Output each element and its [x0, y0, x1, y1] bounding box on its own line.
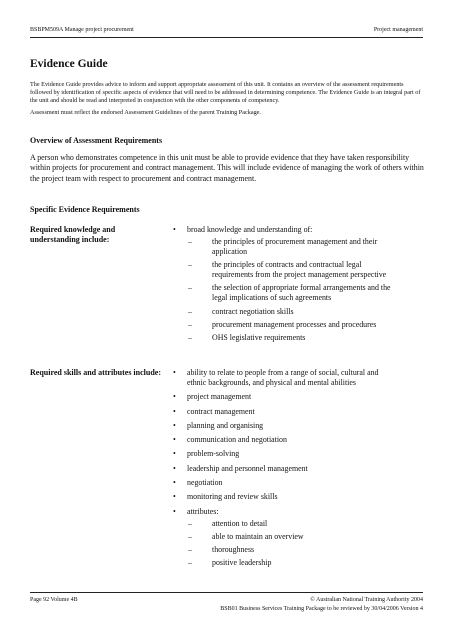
list-item-text: communication and negotiation [187, 435, 287, 445]
bullet-icon: • [173, 492, 176, 502]
dash-icon: – [188, 306, 192, 316]
sub-list-item-text: OHS legislative requirements [212, 332, 306, 342]
sub-list-item-text: thoroughness [212, 545, 255, 555]
list-item-text: problem-solving [187, 449, 240, 459]
sub-list [187, 519, 398, 569]
dash-icon: – [188, 237, 192, 246]
sub-list-item-text: positive leadership [212, 558, 272, 568]
bullet-icon: • [173, 506, 176, 516]
knowledge-list [173, 225, 398, 347]
sub-list-item [187, 260, 398, 280]
list-item-text: planning and organising [187, 420, 264, 430]
sub-list-item-text: the selection of appropriate formal arrangements and the legal implications of such agreements [212, 283, 391, 303]
sub-list-item [187, 320, 398, 330]
bullet-icon: • [173, 478, 176, 488]
sub-list-item [187, 545, 398, 555]
footer-page-number: Page 92 Volume 4B [30, 597, 78, 603]
dash-icon: – [188, 283, 192, 293]
list-item-text: negotiation [187, 478, 223, 488]
list-item-text: monitoring and review skills [187, 492, 278, 502]
sub-list-item [187, 237, 398, 257]
sub-list [187, 237, 398, 343]
dash-icon: – [188, 531, 192, 541]
list-item [173, 421, 398, 431]
knowledge-label: Required knowledge and understanding include: [30, 225, 116, 245]
list-item [173, 225, 398, 343]
specific-evidence-heading: Specific Evidence Requirements [30, 205, 140, 214]
dash-icon: – [188, 260, 192, 270]
sub-list-item [187, 532, 398, 542]
sub-list-item [187, 333, 398, 343]
list-item-text: contract management [187, 406, 255, 416]
list-item [173, 464, 398, 474]
sub-list-item-text: procurement management processes and procedures [212, 319, 377, 329]
list-item [173, 392, 398, 402]
page-title: Evidence Guide [30, 58, 108, 70]
overview-body: A person who demonstrates competence in this unit must be able to provide evidence that they have taken responsibility within projects for procurement and contract management. This will include evidence of managing the work of others within the project team with respect to procurement and contract management. [30, 153, 424, 183]
sub-list-item [187, 283, 398, 303]
skills-label: Required skills and attributes include: [30, 368, 161, 377]
intro-text [30, 81, 426, 120]
list-item [173, 435, 398, 445]
dash-icon: – [188, 332, 192, 342]
list-item [173, 478, 398, 488]
list-item-text: broad knowledge and understanding of: [187, 225, 313, 234]
header-rule [30, 37, 423, 38]
dash-icon: – [188, 545, 192, 555]
sub-list-item [187, 558, 398, 568]
footer-copyright: © Australian National Training Authority 2004 [310, 597, 423, 603]
footer-rule [30, 592, 423, 593]
sub-list-item-text: the principles of procurement management and their application [212, 237, 378, 256]
intro-paragraph: The Evidence Guide provides advice to inform and support appropriate assessment of this unit. It contains an overview of the assessment requirements followed by identification of specific aspects of evidence that will need to be addressed in determining competence. The Evidence Guide is an integral part of the unit and should be read and interpreted in conjunction with the other components of competency. [30, 81, 421, 105]
header-unit-code: BSBPM509A Manage project procurement [30, 27, 134, 33]
sub-list-item-text: the principles of contracts and contractual legal requirements from the project management perspective [212, 260, 387, 280]
page-header [30, 27, 423, 37]
list-item-text: leadership and personnel management [187, 463, 308, 473]
bullet-icon: • [173, 435, 176, 445]
bullet-icon: • [173, 449, 176, 459]
list-item-text: attributes: [187, 506, 219, 516]
overview-heading: Overview of Assessment Requirements [30, 136, 163, 145]
sub-list-item-text: able to maintain an overview [212, 531, 304, 541]
dash-icon: – [188, 319, 192, 329]
bullet-icon: • [173, 463, 176, 473]
header-section: Project management [373, 27, 423, 33]
bullet-icon: • [173, 368, 176, 377]
bullet-icon: • [173, 392, 176, 402]
list-item-text: ability to relate to people from a range of social, cultural and ethnic backgrounds, and physical and mental abilities [187, 368, 379, 387]
sub-list-item [187, 519, 398, 529]
sub-list-item-text: attention to detail [212, 518, 268, 528]
dash-icon: – [188, 558, 192, 568]
list-item [173, 492, 398, 502]
list-item [173, 407, 398, 417]
sub-list-item-text: contract negotiation skills [212, 306, 294, 316]
skills-list [173, 368, 398, 573]
sub-list-item [187, 307, 398, 317]
list-item [173, 449, 398, 459]
bullet-icon: • [173, 420, 176, 430]
bullet-icon: • [173, 406, 176, 416]
bullet-icon: • [173, 225, 176, 234]
footer-version: BSB01 Business Services Training Package to be reviewed by 30/04/2006 Version 4 [220, 606, 423, 612]
intro-paragraph: Assessment must reflect the endorsed Assessment Guidelines of the parent Training Package. [30, 108, 261, 116]
dash-icon: – [188, 518, 192, 528]
list-item [173, 507, 398, 569]
list-item [173, 368, 398, 388]
list-item-text: project management [187, 392, 252, 402]
